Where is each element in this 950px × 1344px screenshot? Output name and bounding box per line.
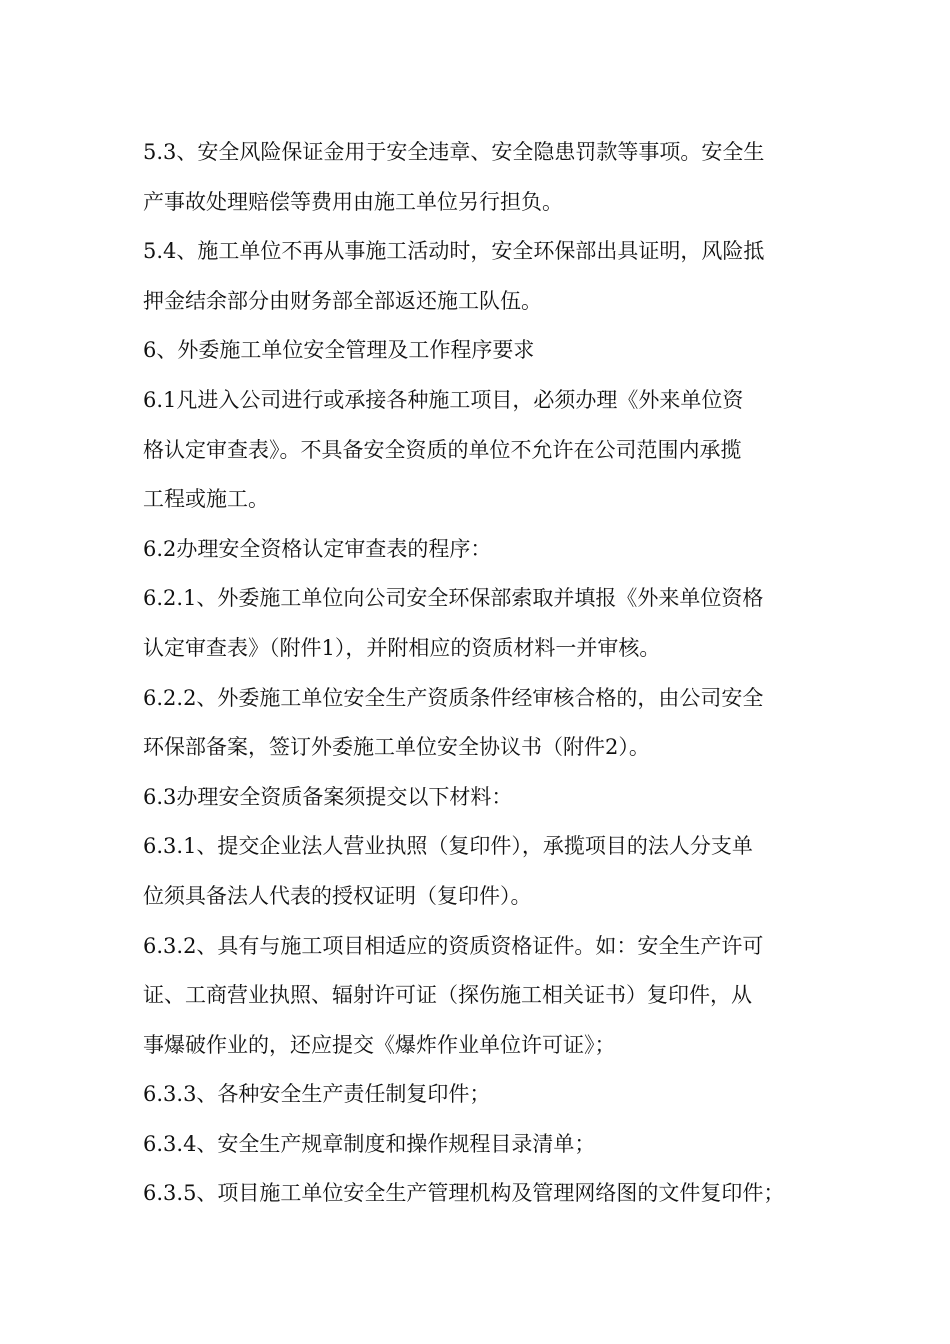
section-heading-6 bbox=[143, 326, 823, 376]
text-line: 工程或施工。 bbox=[143, 487, 269, 512]
text-line: 格认定审查表》。不具备安全资质的单位不允许在公司范围内承揽 bbox=[143, 437, 742, 462]
paragraph-6-3-3 bbox=[143, 1070, 823, 1120]
paragraph-6-3-4 bbox=[143, 1120, 823, 1170]
text-line: 押金结余部分由财务部全部返还施工队伍。 bbox=[143, 288, 542, 313]
paragraph-6-3-2 bbox=[143, 922, 823, 1071]
text-line: 6.2.1、外委施工单位向公司安全环保部索取并填报《外来单位资格 bbox=[143, 586, 764, 611]
paragraph-6-2-2 bbox=[143, 674, 823, 773]
paragraph-6-2 bbox=[143, 525, 823, 575]
text-line: 6.3.1、提交企业法人营业执照（复印件），承揽项目的法人分支单 bbox=[143, 834, 753, 859]
text-line: 认定审查表》（附件1），并附相应的资质材料一并审核。 bbox=[143, 635, 661, 660]
document-body bbox=[143, 128, 823, 1219]
text-line: 6.3.3、各种安全生产责任制复印件； bbox=[143, 1082, 491, 1107]
text-line: 环保部备案，签订外委施工单位安全协议书（附件2）。 bbox=[143, 735, 650, 760]
text-line: 事爆破作业的，还应提交《爆炸作业单位许可证》； bbox=[143, 1032, 616, 1057]
text-line: 5.4、施工单位不再从事施工活动时，安全环保部出具证明，风险抵 bbox=[143, 239, 765, 264]
paragraph-6-3-5 bbox=[143, 1169, 823, 1219]
text-line: 6.3.2、具有与施工项目相适应的资质资格证件。如：安全生产许可 bbox=[143, 933, 764, 958]
paragraph-5-3 bbox=[143, 128, 823, 227]
text-line: 产事故处理赔偿等费用由施工单位另行担负。 bbox=[143, 189, 563, 214]
paragraph-6-1 bbox=[143, 376, 823, 525]
text-line: 6.3.5、项目施工单位安全生产管理机构及管理网络图的文件复印件； bbox=[143, 1181, 785, 1206]
text-line: 6.3办理安全资质备案须提交以下材料： bbox=[143, 784, 513, 809]
text-line: 证、工商营业执照、辐射许可证（探伤施工相关证书）复印件，从 bbox=[143, 983, 752, 1008]
text-line: 6.2.2、外委施工单位安全生产资质条件经审核合格的，由公司安全 bbox=[143, 685, 764, 710]
text-line: 6.1凡进入公司进行或承接各种施工项目，必须办理《外来单位资 bbox=[143, 387, 744, 412]
text-line: 6、外委施工单位安全管理及工作程序要求 bbox=[143, 338, 535, 363]
text-line: 6.2办理安全资格认定审查表的程序： bbox=[143, 536, 492, 561]
text-line: 6.3.4、安全生产规章制度和操作规程目录清单； bbox=[143, 1131, 596, 1156]
paragraph-5-4 bbox=[143, 227, 823, 326]
text-line: 位须具备法人代表的授权证明（复印件）。 bbox=[143, 883, 532, 908]
paragraph-6-3 bbox=[143, 773, 823, 823]
text-line: 5.3、安全风险保证金用于安全违章、安全隐患罚款等事项。安全生 bbox=[143, 140, 765, 164]
paragraph-6-3-1 bbox=[143, 822, 823, 921]
paragraph-6-2-1 bbox=[143, 574, 823, 673]
